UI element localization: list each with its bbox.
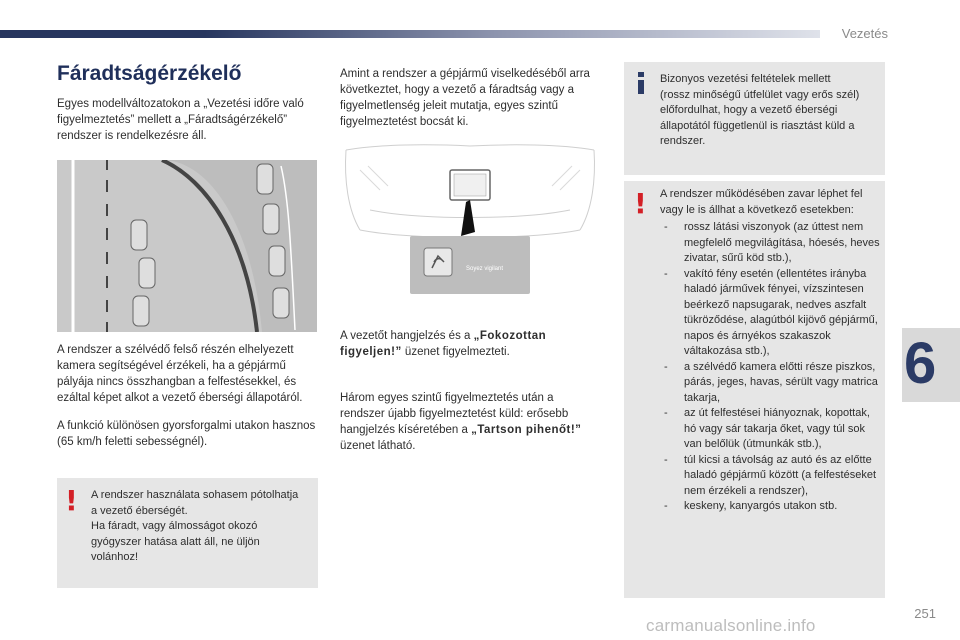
list-bullet: - [664, 453, 668, 466]
list-bullet: - [664, 407, 668, 419]
warning-line-2: Ha fáradt, vagy álmosságot okozó gyógyszer hatása alatt áll, ne üljön volánhoz! [91, 520, 260, 563]
p2-bold-message: „Fokozottan figyeljen!” [340, 330, 547, 358]
warning-list [660, 220, 880, 515]
p2-text-before: A vezetőt hangjelzés és a [340, 330, 474, 342]
info-icon [636, 72, 646, 94]
list-item-text: vakító fény esetén (ellentétes irányba haladó járművek fényei, vízszintesen beérkező napsugarak, nedves aszfalt tükröződése, alagútból kijövő gépjármű, napos és árnyékos szakaszok váltakozása stb.), [684, 267, 878, 357]
intro-paragraph: Egyes modellváltozatokon a „Vezetési időre való figyelmeztetés” mellett a „Fáradtságérzékelő” rendszer is rendelkezésre áll. [57, 98, 304, 142]
col2-paragraph-3 [340, 390, 600, 454]
list-bullet: - [664, 221, 668, 233]
dashboard-illustration [340, 140, 600, 330]
page-number: 251 [914, 606, 936, 621]
info-text: Bizonyos vezetési feltételek mellett (rossz minőségű útfelület vagy erős szél) előfordulhat, hogy a vezető éberségi állapotától függetlenül is riasztást küld a rendszer. [660, 73, 860, 147]
body-paragraph-2: A funkció különösen gyorsforgalmi utakon hasznos (65 km/h feletti sebességnél). [57, 420, 316, 448]
warning-icon: ! [65, 484, 78, 517]
header-gradient-bar [0, 30, 820, 38]
list-bullet: - [664, 267, 668, 280]
dashboard-graphic [340, 140, 600, 330]
col2-paragraph-1: Amint a rendszer a gépjármű viselkedéséből arra következtet, hogy a vezető a fáradtság vagy a figyelmetlenség jeleit mutatja, egyes szintű figyelmeztetést bocsát ki. [340, 68, 590, 128]
road-lane-illustration [57, 160, 317, 332]
warning-line-1: A rendszer használata sohasem pótolhatja a vezető éberségét. [91, 489, 299, 517]
col2-paragraph-2 [340, 328, 600, 360]
warning-text-col3 [660, 187, 880, 515]
list-bullet: - [664, 360, 668, 373]
chapter-number: 6 [904, 331, 937, 396]
list-item [660, 406, 880, 453]
list-item [660, 360, 880, 407]
warning-box-col1 [57, 478, 318, 588]
list-item-text: túl kicsi a távolság az autó és az előtte haladó gépjármű között (a felfestéseket nem érzékeli a rendszer), [684, 453, 877, 497]
road-lanes-graphic [57, 160, 317, 332]
p3-text-before: Három egyes szintű figyelmeztetés után a rendszer újabb figyelmeztetést küld: erősebb hangjelzés kíséretében a [340, 392, 569, 436]
page-title: Fáradtságérzékelő [57, 62, 242, 85]
p3-text-after: üzenet látható. [340, 440, 416, 452]
warning-text-col1 [91, 488, 306, 566]
list-item [660, 220, 880, 267]
warning-intro: A rendszer működésében zavar léphet fel vagy le is állhat a következő esetekben: [660, 188, 863, 216]
warning-box-col3 [624, 181, 885, 598]
list-item-text: a szélvédő kamera előtti része piszkos, párás, jeges, havas, sérült vagy matrica takarja, [684, 360, 878, 404]
watermark: carmanualsonline.info [646, 616, 816, 635]
p3-bold-message: „Tartson pihenőt!” [471, 424, 582, 436]
list-item-text: keskeny, kanyargós utakon stb. [684, 500, 838, 512]
list-bullet: - [664, 500, 668, 512]
list-item [660, 453, 880, 500]
list-item-text: rossz látási viszonyok (az úttest nem megfelelő megvilágítása, hóesés, heves zivatar, sűrű köd stb.), [684, 221, 880, 264]
warning-icon: ! [634, 187, 647, 220]
p2-text-after: üzenet figyelmezteti. [401, 346, 510, 358]
section-label: Vezetés [841, 26, 888, 41]
info-box [624, 62, 885, 175]
list-item [660, 499, 880, 515]
body-paragraph-1: A rendszer a szélvédő felső részén elhelyezett kamera segítségével érzékeli, ha a gépjármű pályája nincs összhangban a felfestésekkel, és ezáltal képet alkot a vezető éberségi állapotáról. [57, 344, 303, 404]
list-item [660, 267, 880, 360]
dashboard-message: Soyez vigilant [466, 266, 504, 272]
list-item-text: az út felfestései hiányoznak, kopottak, hó vagy sár takarja őket, vagy túl sok van belőlük (útmunkák stb.), [684, 407, 870, 450]
